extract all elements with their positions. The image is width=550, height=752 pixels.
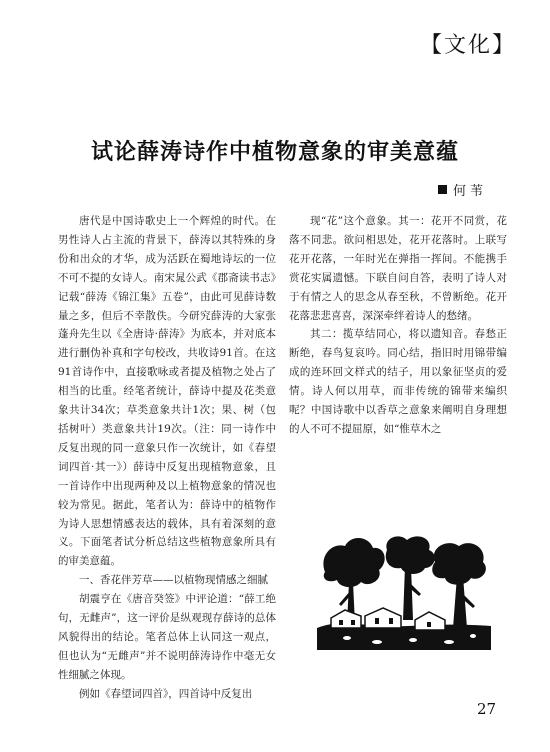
left-column bbox=[58, 212, 276, 704]
author-byline bbox=[438, 180, 487, 199]
paragraph: 其二：揽草结同心，将以遗知音。春愁正断绝，春鸟复哀吟。同心结，指旧时用锦带编成的连环回文样式的结子，用以象征坚贞的爱情。诗人何以用草，而非传统的锦带来编织呢？中国诗歌中以香草之意象来阐明自身理想的人不可不提屈原，如“惟草木之 bbox=[289, 328, 507, 435]
page-number: 27 bbox=[477, 700, 497, 718]
article-title: 试论薛涛诗作中植物意象的审美意蕴 bbox=[90, 140, 459, 165]
paragraph: 胡震亨在《唐音癸签》中评论道：“薛工绝句，无雌声”，这一评价是纵观现存薛诗的总体风貌得出的结论。笔者总体上认同这一观点，但也认为“无雌声”并不说明薛涛诗作中毫无女性细腻之体现。 bbox=[58, 593, 276, 681]
woodcut-illustration-icon bbox=[317, 532, 491, 650]
right-column bbox=[289, 212, 507, 439]
section-heading: 一、香花伴芳草——以植物现情感之细腻 bbox=[79, 574, 268, 587]
paragraph: 唐代是中国诗歌史上一个辉煌的时代。在男性诗人占主流的背景下，薛涛以其特殊的身份和出众的才华，成为活跃在蜀地诗坛的一位不可不提的女诗人。南宋晁公武《郡斋读书志》记载“薛涛《锦江集》五卷”，由此可见薛诗数量之多，但后不幸散佚。今研究薛涛的大家张蓬舟先生以《全唐诗·薛涛》为底本，并对底本进行删伪补真和字句校改，共收诗91首。在这91首诗作中，直接歌咏或者提及植物之处占了相当的比重。经笔者统计，薛诗中提及花类意象共计34次；草类意象共计1次；果、树（包括树叶）类意象共计19次。（注：同一诗作中反复出现的同一意象只作一次统计，如《春望词四首·其一》）薛诗中反复出现植物意象，且一首诗作中出现两种及以上植物意象的情况也较为常见。据此，笔者认为：薛诗中的植物作为诗人思想情感表达的载体，具有着深刻的意义。下面笔者试分析总结这些植物意象所具有的审美意蕴。 bbox=[58, 215, 276, 568]
paragraph: 现“花”这个意象。其一：花开不同赏，花落不同悲。欲问相思处，花开花落时。上联写花开花落，一年时光在弹指一挥间。不能携手赏花实属遗憾。下联自问自答，表明了诗人对于有情之人的思念从春至秋，不曾断绝。花开花落悲悲喜喜，深深牵绊着诗人的愁绪。 bbox=[289, 215, 507, 322]
paragraph: 例如《春望词四首》，四首诗中反复出 bbox=[79, 687, 253, 700]
square-bullet-icon bbox=[438, 185, 447, 194]
section-tag: 【文化】 bbox=[420, 33, 517, 58]
author-name: 何苇 bbox=[453, 184, 488, 199]
